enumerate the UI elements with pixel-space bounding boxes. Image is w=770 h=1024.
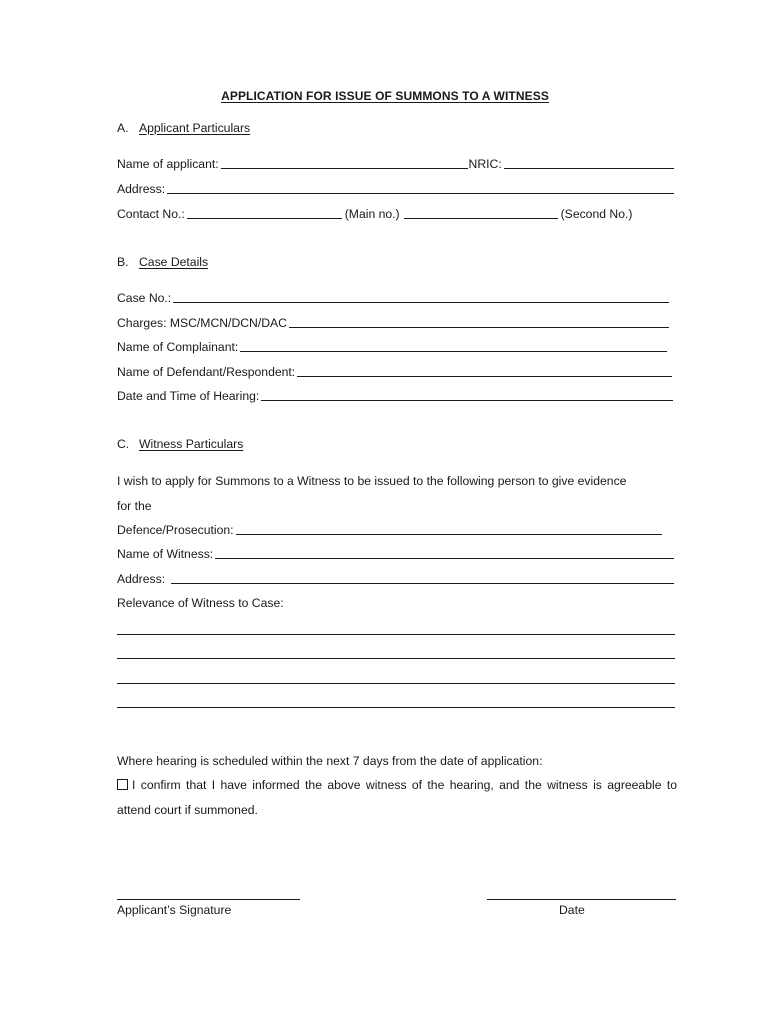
relevance-line-4[interactable] (117, 707, 675, 708)
relevance-line-1[interactable] (117, 634, 675, 635)
witness-name-label: Name of Witness: (117, 547, 214, 561)
section-c-letter: C. (117, 437, 130, 451)
charges-label: Charges: MSC/MCN/DCN/DAC (117, 316, 287, 330)
nric-label: NRIC: (468, 157, 502, 171)
witness-intro-line2: for the (117, 499, 152, 513)
applicant-signature-line[interactable] (117, 899, 300, 900)
section-a-letter: A. (117, 121, 129, 135)
defence-prosecution-field[interactable] (236, 534, 662, 535)
section-b-title: Case Details (139, 255, 209, 269)
defendant-row (117, 363, 673, 381)
second-no-field[interactable] (404, 218, 558, 219)
date-signature-line[interactable] (487, 899, 676, 900)
complainant-label: Name of Complainant: (117, 340, 239, 354)
nric-field[interactable] (504, 168, 674, 169)
confirmation-block (117, 773, 677, 823)
second-no-label: (Second No.) (560, 207, 633, 221)
main-no-label: (Main no.) (344, 207, 400, 221)
witness-address-label: Address: (117, 572, 166, 586)
witness-address-field[interactable] (171, 583, 674, 584)
charges-row (117, 314, 670, 332)
applicant-address-row (117, 180, 675, 198)
section-b-heading (117, 255, 208, 269)
applicant-address-label: Address: (117, 182, 166, 196)
form-title: APPLICATION FOR ISSUE OF SUMMONS TO A WITNESS (221, 89, 549, 103)
witness-intro-line1: I wish to apply for Summons to a Witness to be issued to the following person to give evidence (117, 474, 627, 488)
section-c-heading (117, 437, 243, 451)
hearing-datetime-label: Date and Time of Hearing: (117, 389, 260, 403)
relevance-line-3[interactable] (117, 683, 675, 684)
section-c-title: Witness Particulars (139, 437, 244, 451)
applicant-signature-label: Applicant’s Signature (117, 903, 232, 917)
defendant-label: Name of Defendant/Respondent: (117, 365, 296, 379)
section-b-letter: B. (117, 255, 129, 269)
applicant-name-label: Name of applicant: (117, 157, 219, 171)
witness-name-row (117, 545, 675, 563)
complainant-field[interactable] (240, 351, 667, 352)
case-no-row (117, 289, 670, 307)
case-no-label: Case No.: (117, 291, 172, 305)
charges-field[interactable] (289, 327, 669, 328)
hearing-datetime-field[interactable] (261, 400, 673, 401)
defence-prosecution-label: Defence/Prosecution: (117, 523, 234, 537)
defendant-field[interactable] (297, 376, 672, 377)
confirmation-text: I confirm that I have informed the above witness of the hearing, and the witness is agreeable to attend court if summoned. (117, 778, 677, 817)
witness-address-row (117, 570, 675, 588)
section-a-heading (117, 121, 250, 135)
relevance-label: Relevance of Witness to Case: (117, 596, 284, 610)
date-label: Date (559, 903, 585, 917)
applicant-name-field[interactable] (221, 168, 468, 169)
section-a-title: Applicant Particulars (139, 121, 251, 135)
confirmation-checkbox[interactable] (117, 779, 128, 790)
applicant-address-field[interactable] (167, 193, 674, 194)
main-no-field[interactable] (187, 218, 342, 219)
complainant-row (117, 338, 668, 356)
hearing-note: Where hearing is scheduled within the next 7 days from the date of application: (117, 754, 543, 768)
contact-label: Contact No.: (117, 207, 185, 221)
case-no-field[interactable] (173, 302, 669, 303)
witness-name-field[interactable] (215, 558, 674, 559)
defence-prosecution-row (117, 521, 663, 539)
relevance-line-2[interactable] (117, 658, 675, 659)
hearing-datetime-row (117, 387, 674, 405)
applicant-name-row (117, 155, 675, 173)
contact-row (117, 205, 675, 223)
